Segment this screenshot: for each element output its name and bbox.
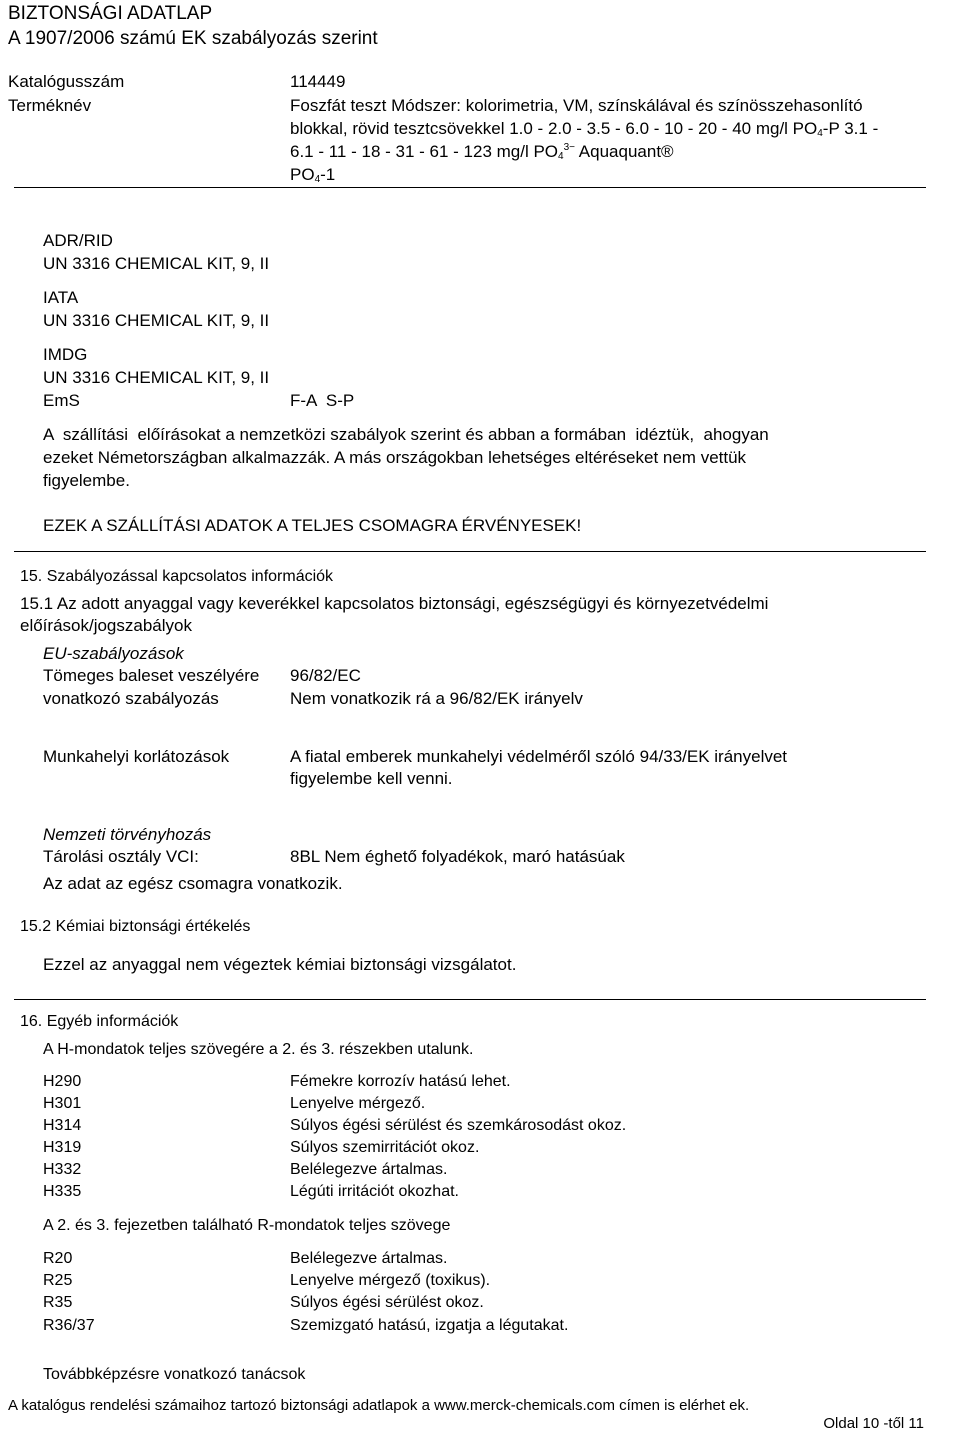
h-statement-text: Lenyelve mérgező. [290, 1095, 426, 1112]
h-statement-text: Súlyos égési sérülést és szemkárosodást okoz. [290, 1117, 627, 1134]
h-statement-code: H319 [43, 1139, 82, 1156]
r-statement-text: Szemizgató hatású, izgatja a légutakat. [290, 1317, 569, 1334]
transport-note-line-3: figyelembe. [43, 471, 130, 490]
h-statement-text: Súlyos szemirritációt okoz. [290, 1139, 480, 1156]
r-statement-code: R35 [43, 1294, 73, 1311]
transport-note-line-1: A szállítási előírásokat a nemzetközi szabályok szerint és abban a formában idéztük, ahogyan [43, 425, 769, 444]
work-restrictions-value-line-2: figyelembe kell venni. [290, 769, 453, 788]
product-name-line-4: $PO_4-1$ [290, 165, 336, 185]
h-statement-code: H301 [43, 1095, 82, 1112]
h-statement-text: Légúti irritációt okozhat. [290, 1183, 459, 1200]
h-statement-code: H332 [43, 1161, 82, 1178]
national-legislation-heading: Nemzeti törvényhozás [43, 825, 212, 844]
h-statements-intro: A H-mondatok teljes szövegére a 2. és 3. részekben utalunk. [43, 1041, 474, 1058]
product-name-line-1: Foszfát teszt Módszer: kolorimetria, VM, színskálával és színösszehasonlító [290, 96, 863, 115]
package-note: Az adat az egész csomagra vonatkozik. [43, 874, 343, 893]
r-statement-code: R25 [43, 1272, 73, 1289]
eu-regulations-heading: EU-szabályozások [43, 644, 184, 663]
work-restrictions-value-line-1: A fiatal emberek munkahelyi védelméről szóló 94/33/EK irányelvet [290, 747, 788, 766]
section-15-1-heading-line-2: előírások/jogszabályok [20, 616, 192, 635]
ems-value: F-A S-P [290, 391, 355, 410]
product-name-line-2: blokkal, rövid tesztcsövekkel 1.0 - 2.0 - 3.5 - 6.0 - 10 - 20 - 40 mg/l $PO_4-P$ 3.1 - [290, 119, 879, 139]
seveso-label-line-2: vonatkozó szabályozás [43, 689, 219, 708]
header-divider [14, 187, 926, 188]
r-statement-code: R20 [43, 1250, 73, 1267]
transport-note-line-2: ezeket Németországban alkalmazzák. A más országokban lehetséges eltéréseket nem vettük [43, 448, 747, 467]
iata-label: IATA [43, 288, 79, 307]
iata-value: UN 3316 CHEMICAL KIT, 9, II [43, 311, 270, 330]
r-statement-text: Súlyos égési sérülést okoz. [290, 1294, 484, 1311]
section-16-divider [14, 999, 926, 1000]
storage-class-label: Tárolási osztály VCI: [43, 847, 199, 866]
r-statement-code: R36/37 [43, 1317, 95, 1334]
kit-validity-note: EZEK A SZÁLLÍTÁSI ADATOK A TELJES CSOMAGRA ÉRVÉNYESEK! [43, 516, 582, 535]
adr-value: UN 3316 CHEMICAL KIT, 9, II [43, 254, 270, 273]
page-number: Oldal 10 -től 11 [823, 1415, 924, 1432]
document-title: BIZTONSÁGI ADATLAP [8, 3, 213, 24]
section-15-heading: 15. Szabályozással kapcsolatos információk [20, 568, 334, 585]
adr-label: ADR/RID [43, 231, 113, 250]
r-statement-text: Belélegezve ártalmas. [290, 1250, 448, 1267]
h-statement-text: Belélegezve ártalmas. [290, 1161, 448, 1178]
seveso-value-line-1: 96/82/EC [290, 666, 361, 685]
document-subtitle: A 1907/2006 számú EK szabályozás szerint [8, 28, 378, 49]
seveso-label-line-1: Tömeges baleset veszélyére [43, 666, 260, 685]
product-name-line-3: 6.1 - 11 - 18 - 31 - 61 - 123 mg/l $PO_4^{3-}$ Aquaquant® [290, 142, 674, 162]
imdg-label: IMDG [43, 345, 88, 364]
h-statement-code: H335 [43, 1183, 82, 1200]
r-statement-text: Lenyelve mérgező (toxikus). [290, 1272, 491, 1289]
catalog-label: Katalógusszám [8, 72, 125, 91]
chemical-safety-assessment-text: Ezzel az anyaggal nem végeztek kémiai biztonsági vizsgálatot. [43, 955, 517, 974]
h-statement-code: H314 [43, 1117, 82, 1134]
work-restrictions-label: Munkahelyi korlátozások [43, 747, 230, 766]
r-statements-intro: A 2. és 3. fejezetben található R-mondatok teljes szövege [43, 1217, 451, 1234]
footer-note: A katalógus rendelési számaihoz tartozó biztonsági adatlapok a www.merck-chemicals.com címen is elérhet ek. [8, 1397, 750, 1414]
seveso-value-line-2: Nem vonatkozik rá a 96/82/EK irányelv [290, 689, 583, 708]
h-statement-text: Fémekre korrozív hatású lehet. [290, 1073, 511, 1090]
imdg-value: UN 3316 CHEMICAL KIT, 9, II [43, 368, 270, 387]
section-15-divider [14, 551, 926, 552]
section-16-heading: 16. Egyéb információk [20, 1013, 179, 1030]
training-advice-heading: Továbbképzésre vonatkozó tanácsok [43, 1366, 306, 1383]
section-15-1-heading-line-1: 15.1 Az adott anyaggal vagy keverékkel kapcsolatos biztonsági, egészségügyi és környezetvédelmi [20, 594, 769, 613]
ems-label: EmS [43, 391, 80, 410]
storage-class-value: 8BL Nem éghető folyadékok, maró hatásúak [290, 847, 625, 866]
product-name-label: Terméknév [8, 96, 92, 115]
h-statement-code: H290 [43, 1073, 82, 1090]
section-15-2-heading: 15.2 Kémiai biztonsági értékelés [20, 918, 251, 935]
catalog-value: 114449 [290, 72, 346, 91]
